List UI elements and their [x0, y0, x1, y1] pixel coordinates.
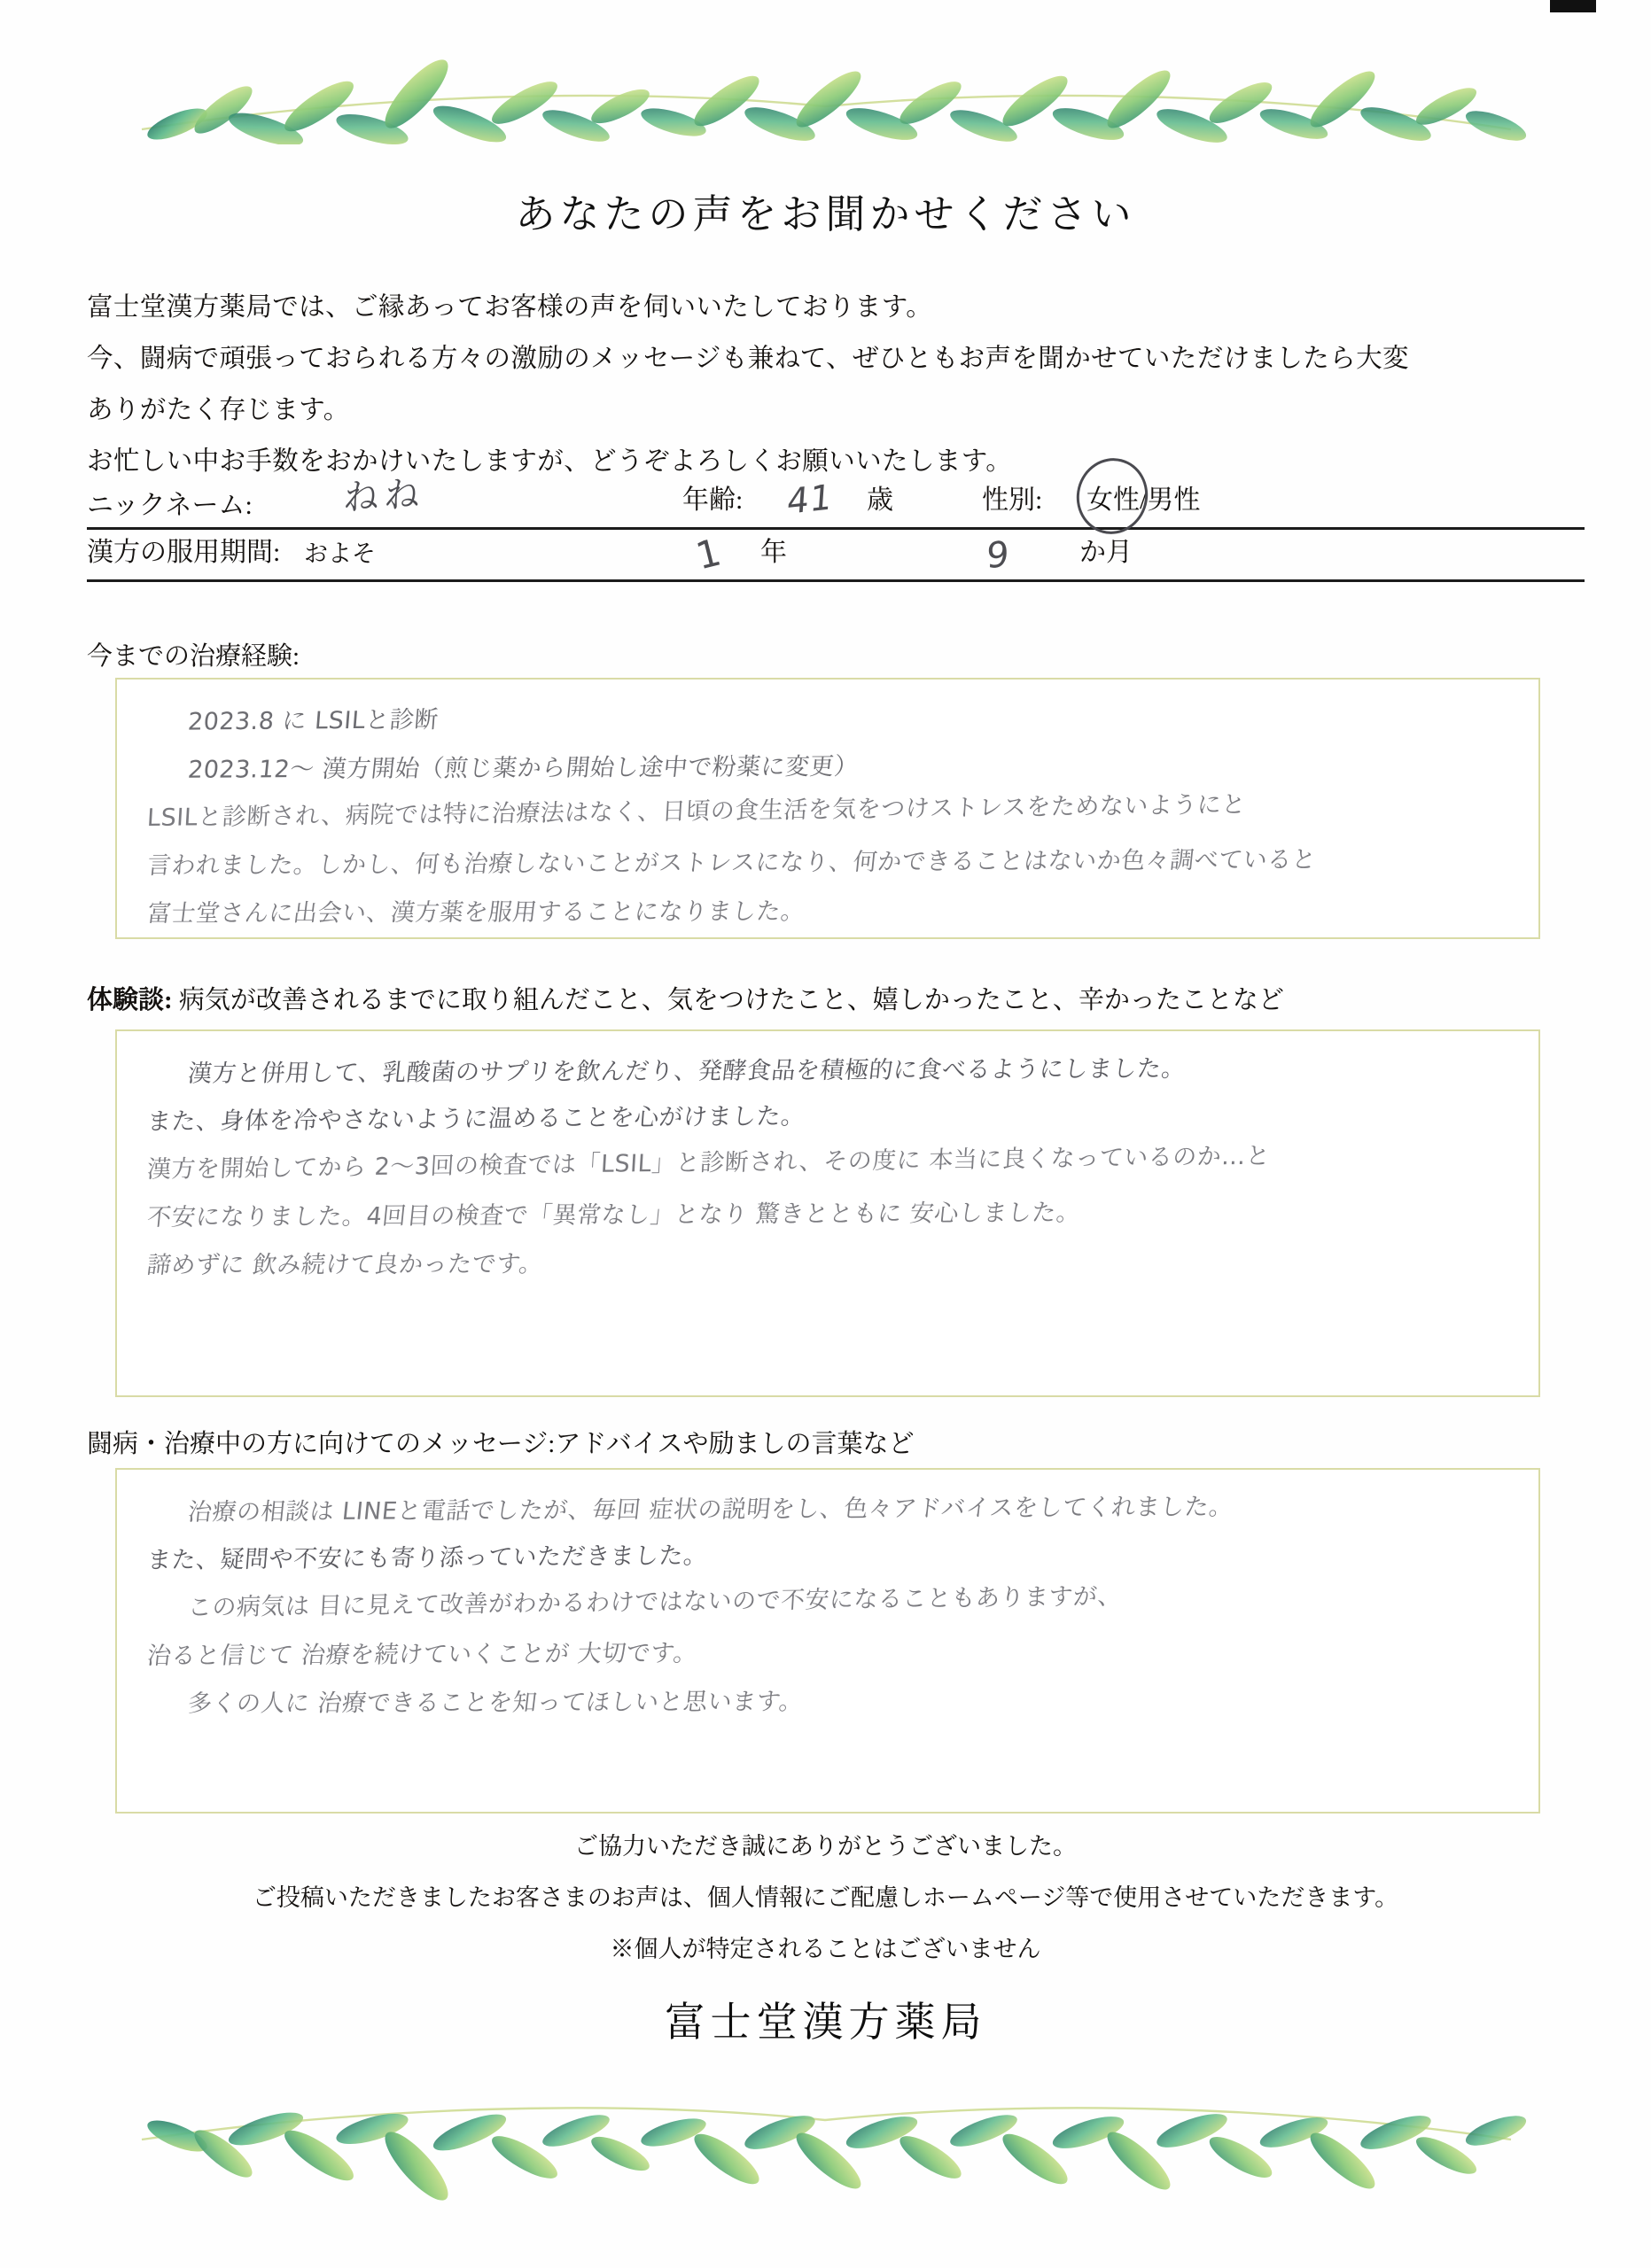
- experience-line-3: 漢方を開始してから 2～3回の検査では「LSIL」と診断され、その度に 本当に良くなっているのか…と: [146, 1142, 1272, 1184]
- age-value[interactable]: 41: [785, 478, 835, 523]
- identity-fields: [87, 475, 1585, 530]
- period-label: 漢方の服用期間:: [87, 538, 281, 567]
- message-answer-box[interactable]: [115, 1468, 1540, 1814]
- period-approx-label: およそ: [304, 540, 376, 567]
- nickname-value[interactable]: ねね: [342, 473, 427, 519]
- age-unit-label: 歳: [867, 485, 893, 515]
- profile-row-period: [87, 527, 1585, 582]
- nickname-label: ニックネーム:: [87, 491, 253, 520]
- period-years-value[interactable]: 1: [691, 530, 726, 579]
- treatment-line-1: 2023.8 に LSILと診断: [186, 706, 440, 736]
- experience-handwriting: [117, 1031, 1538, 1309]
- intro-line-1: 富士堂漢方薬局では、ご縁あってお客様の声を伺いいたしております。: [87, 293, 933, 322]
- intro-line-2: 今、闘病で頑張っておられる方々の激励のメッセージも兼ねて、ぜひともお声を聞かせていただけましたら大変: [87, 345, 1409, 373]
- experience-line-2: また、身体を冷やさないように温めることを心がけました。: [145, 1102, 806, 1137]
- footer-privacy-notice: ※個人が特定されることはございません: [610, 1936, 1041, 1962]
- treatment-line-2: 2023.12～ 漢方開始（煎じ薬から開始し途中で粉薬に変更）: [186, 752, 861, 784]
- message-handwriting: [117, 1470, 1538, 1748]
- treatment-line-3: LSILと診断され、病院では特に治療法はなく、日頃の食生活を気をつけストレスをためないようにと: [146, 790, 1247, 833]
- scan-corner-mark: [1550, 0, 1596, 12]
- message-line-2: また、疑問や不安にも寄り添っていただきました。: [145, 1542, 709, 1575]
- intro-line-4: お忙しい中お手数をおかけいたしますが、どうぞよろしくお願いいたします。: [87, 447, 1013, 476]
- page-title: あなたの声をお聞かせください: [515, 192, 1136, 237]
- decorative-leaf-border-bottom: [0, 2086, 1651, 2206]
- leaf-garland-svg-bottom: [0, 2086, 1651, 2206]
- experience-line-4: 不安になりました。4回目の検査で「異常なし」となり 驚きとともに 安心しました。: [145, 1199, 1082, 1232]
- message-section-heading: 闘病・治療中の方に向けてのメッセージ:アドバイスや励ましの言葉など: [87, 1430, 915, 1458]
- sex-label: 性別:: [982, 485, 1043, 515]
- sex-options[interactable]: 女性/男性: [1086, 485, 1201, 515]
- footer-usage-notice: ご投稿いただきましたお客さまのお声は、個人情報にご配慮しホームページ等で使用させていただきます。: [252, 1884, 1399, 1911]
- intro-line-3: ありがたく存じます。: [87, 396, 350, 424]
- treatment-line-5: 富士堂さんに出会い、漢方薬を服用することになりました。: [145, 897, 807, 928]
- treatment-handwriting: [117, 680, 1538, 958]
- experience-heading-label: 体験談:: [87, 986, 173, 1014]
- message-line-3: この病気は 目に見えて改善がわかるわけではないので不安になることもありますが、: [187, 1582, 1123, 1622]
- treatment-section-heading: 今までの治療経験:: [87, 642, 300, 671]
- period-years-unit-label: 年: [760, 538, 787, 567]
- decorative-leaf-border-top: [0, 25, 1651, 144]
- experience-line-1: 漢方と併用して、乳酸菌のサプリを飲んだり、発酵食品を積極的に食べるようにしました。: [186, 1054, 1188, 1088]
- profile-row-identity: [87, 475, 1585, 530]
- footer-thanks-text: ご協力いただき誠にありがとうございました。: [574, 1833, 1077, 1860]
- period-months-unit-label: か月: [1079, 538, 1133, 567]
- experience-heading-detail: 病気が改善されるまでに取り組んだこと、気をつけたこと、嬉しかったこと、辛かったことなど: [178, 986, 1284, 1014]
- period-fields: [87, 527, 1585, 582]
- company-name: 富士堂漢方薬局: [664, 2000, 987, 2045]
- experience-section-heading: [87, 980, 1284, 1016]
- leaf-garland-svg: [0, 25, 1651, 144]
- age-label: 年齢:: [682, 485, 744, 515]
- message-line-1: 治療の相談は LINEと電話でしたが、毎回 症状の説明をし、色々アドバイスをしてくれました。: [186, 1493, 1235, 1526]
- treatment-line-4: 言われました。しかし、何も治療しないことがストレスになり、何かできることはないか色々調べていると: [145, 846, 1318, 881]
- message-line-5: 多くの人に 治療できることを知ってほしいと思います。: [186, 1688, 806, 1718]
- experience-line-5: 諦めずに 飲み続けて良かったです。: [145, 1250, 545, 1280]
- period-months-value[interactable]: 9: [985, 533, 1010, 578]
- treatment-answer-box[interactable]: [115, 678, 1540, 939]
- message-line-4: 治ると信じて 治療を続けていくことが 大切です。: [145, 1639, 699, 1671]
- intro-paragraph: [87, 282, 1585, 487]
- experience-answer-box[interactable]: [115, 1029, 1540, 1397]
